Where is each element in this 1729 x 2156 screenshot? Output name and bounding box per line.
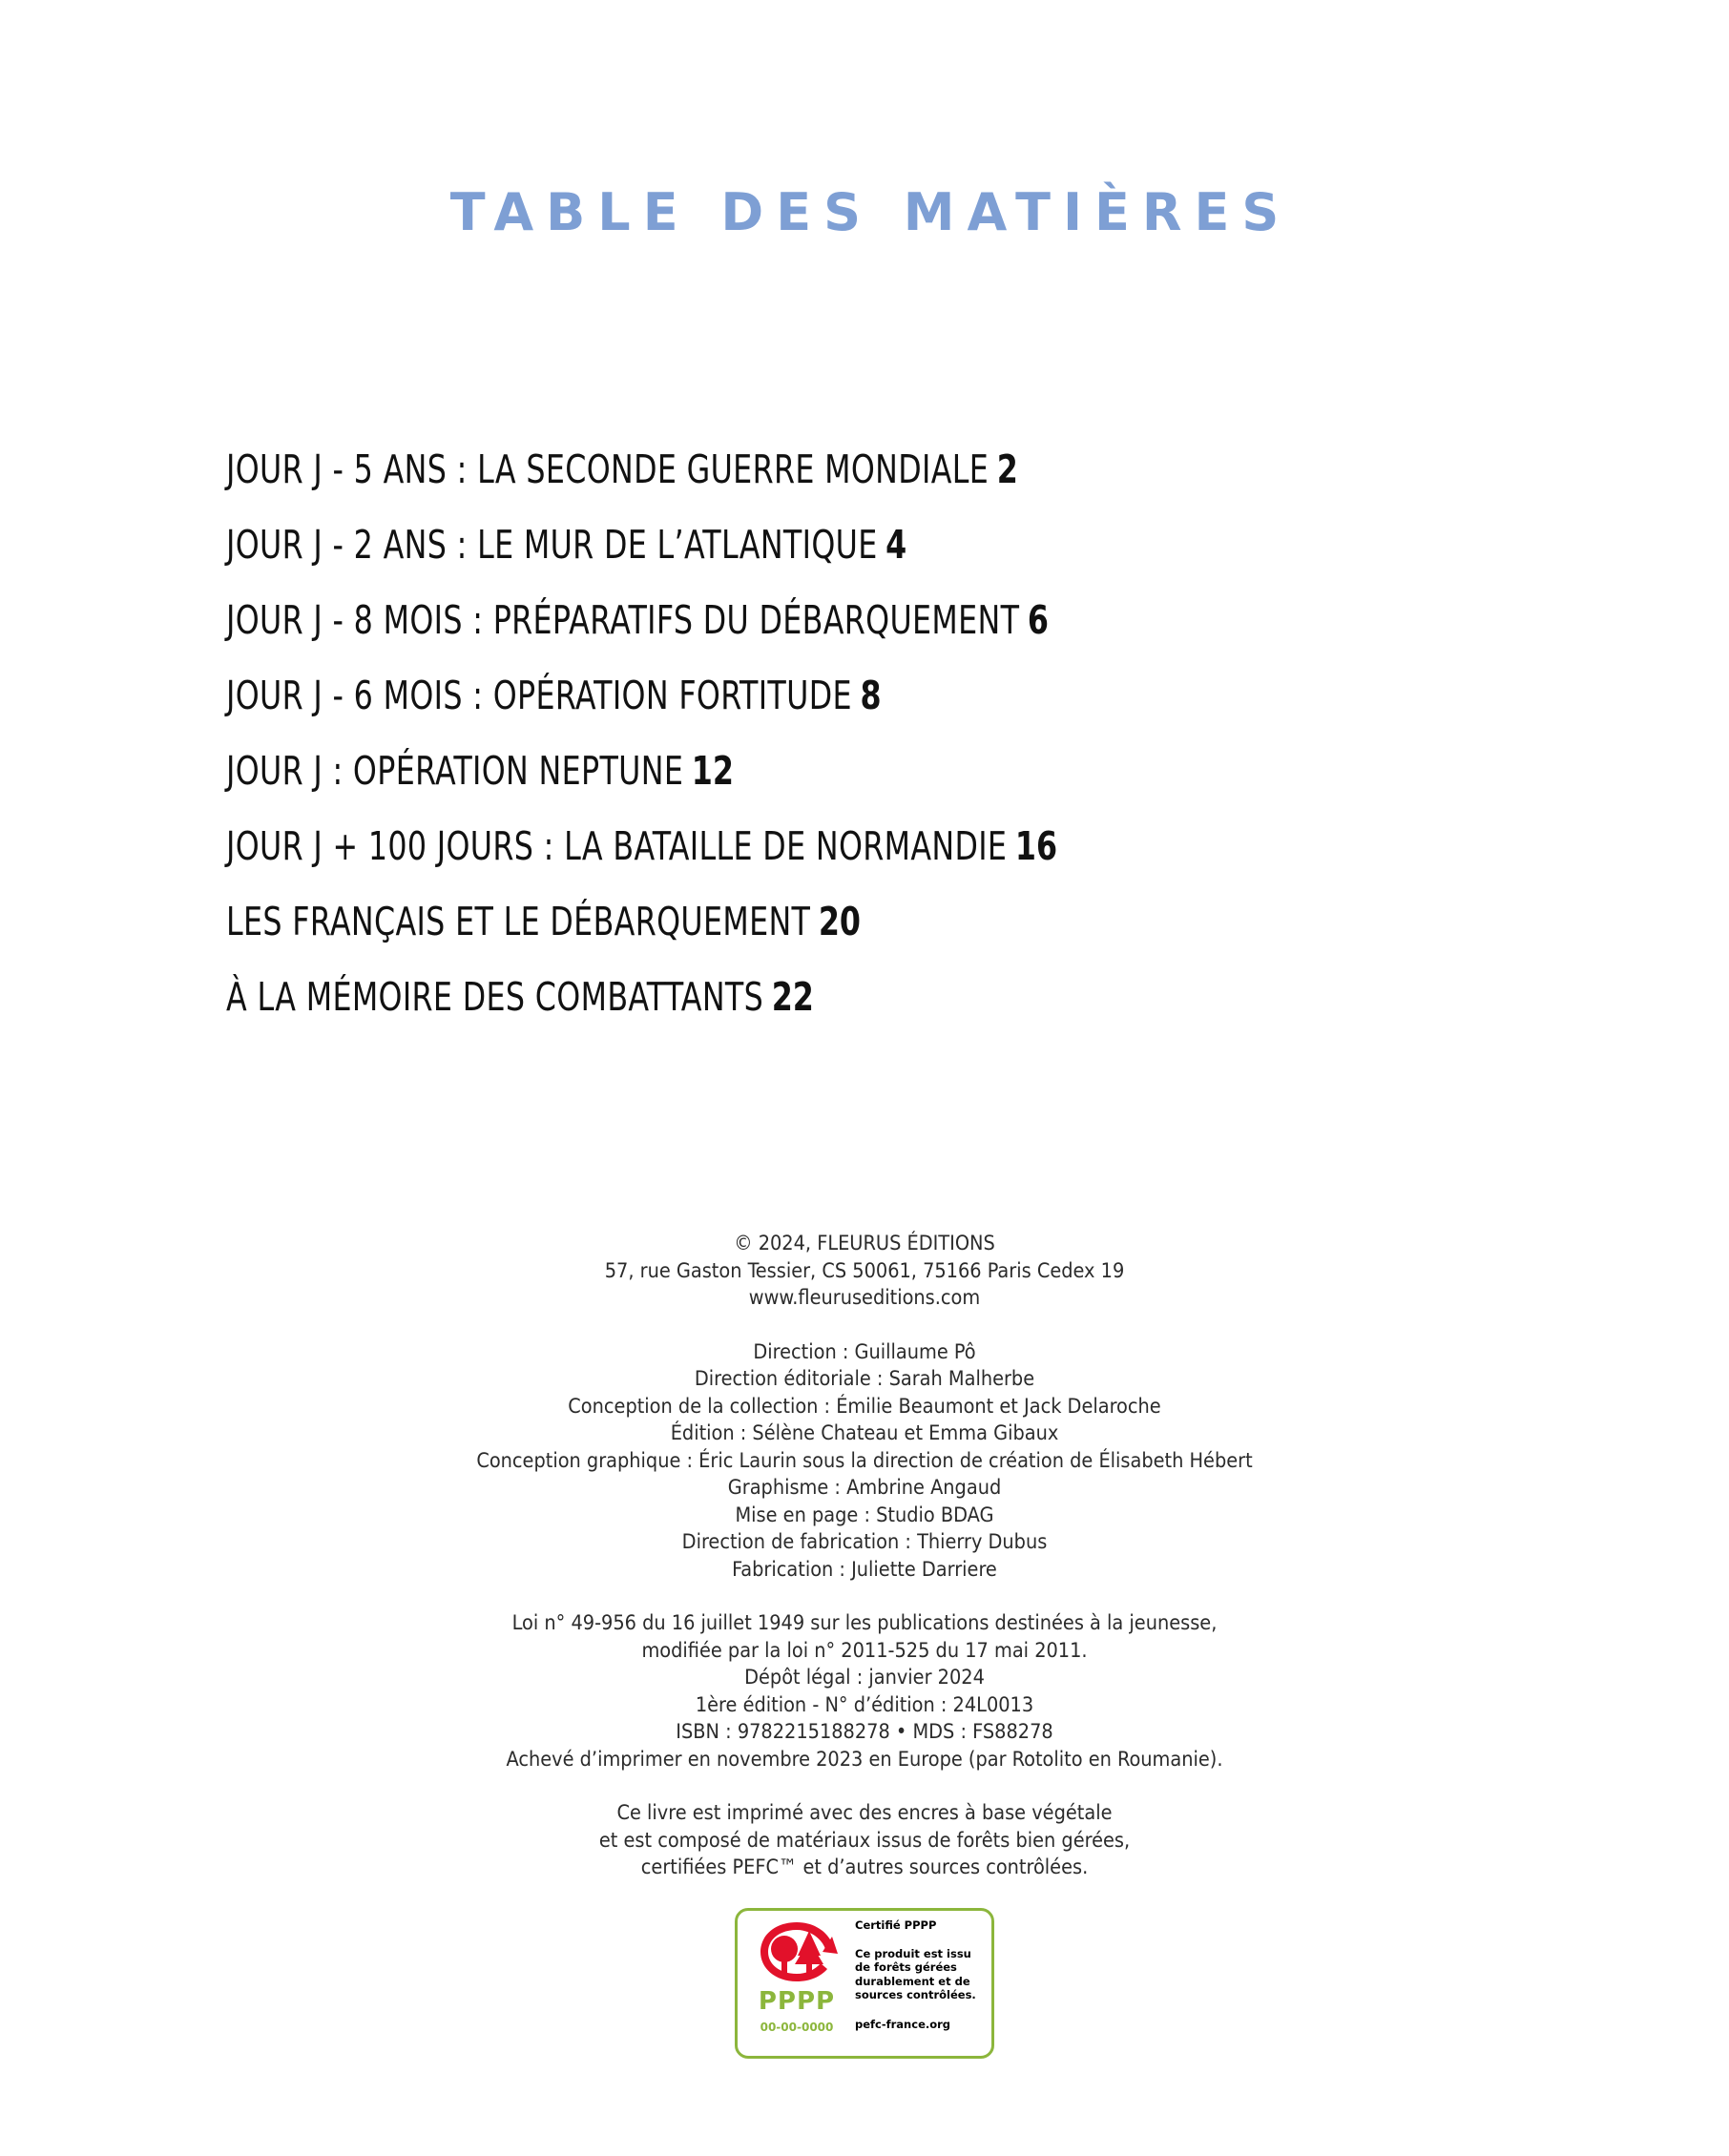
pefc-trees-icon <box>756 1918 838 1988</box>
toc-entry[interactable] <box>226 597 1375 643</box>
legal-line: modifiée par la loi n° 2011-525 du 17 mai 2011. <box>641 1638 1088 1663</box>
toc-entry-label: JOUR J - 5 ANS : LA SECONDE GUERRE MONDIALE <box>226 446 989 492</box>
toc-entry[interactable] <box>226 974 1375 1020</box>
toc-entry-label: LES FRANÇAIS ET LE DÉBARQUEMENT <box>226 899 811 944</box>
toc-entry-label: JOUR J : OPÉRATION NEPTUNE <box>226 748 684 794</box>
credits-block <box>0 1339 1729 1585</box>
credit-line: Mise en page : Studio BDAG <box>735 1503 994 1527</box>
pefc-body-line: durablement et de <box>855 1974 970 1988</box>
credit-line: Direction : Guillaume Pô <box>753 1339 976 1364</box>
toc-entry-label: JOUR J + 100 JOURS : LA BATAILLE DE NORMANDIE <box>226 823 1008 869</box>
publisher-website: www.fleuruseditions.com <box>748 1286 981 1310</box>
legal-line: Dépôt légal : janvier 2024 <box>744 1666 985 1690</box>
table-of-contents <box>226 446 1562 1053</box>
toc-entry-page: 8 <box>860 673 882 718</box>
legal-block <box>0 1610 1729 1773</box>
legal-line: 1ère édition - N° d’édition : 24L0013 <box>695 1692 1034 1717</box>
legal-line: Loi n° 49-956 du 16 juillet 1949 sur les publications destinées à la jeunesse, <box>511 1611 1218 1635</box>
toc-entry-label: JOUR J - 6 MOIS : OPÉRATION FORTITUDE <box>226 673 852 718</box>
eco-line: Ce livre est imprimé avec des encres à base végétale <box>616 1801 1113 1825</box>
toc-entry-page: 16 <box>1014 823 1058 869</box>
toc-entry-page: 6 <box>1027 597 1050 643</box>
credit-line: Graphisme : Ambrine Angaud <box>727 1476 1002 1500</box>
pefc-letters: PPPP <box>758 1987 836 2016</box>
pefc-url[interactable]: pefc-france.org <box>855 2017 951 2031</box>
toc-entry[interactable] <box>226 522 1375 568</box>
legal-line: Achevé d’imprimer en novembre 2023 en Europe (par Rotolito en Roumanie). <box>506 1747 1223 1772</box>
eco-line: certifiées PEFC™ et d’autres sources contrôlées. <box>640 1855 1089 1879</box>
pefc-label-wrap <box>0 1908 1729 2059</box>
pefc-heading: Certifié PPPP <box>855 1918 937 1932</box>
publisher-address: 57, rue Gaston Tessier, CS 50061, 75166 Paris Cedex 19 <box>604 1258 1125 1283</box>
toc-entry-label: À LA MÉMOIRE DES COMBATTANTS <box>226 974 764 1020</box>
pefc-certification-label <box>735 1908 994 2059</box>
eco-statement-block <box>0 1800 1729 1882</box>
credit-line: Direction de fabrication : Thierry Dubus <box>681 1530 1048 1554</box>
pefc-logo-column <box>747 1918 846 2050</box>
eco-line: et est composé de matériaux issus de forêts bien gérées, <box>598 1828 1131 1853</box>
toc-entry-label: JOUR J - 8 MOIS : PRÉPARATIFS DU DÉBARQUEMENT <box>226 597 1020 643</box>
pefc-code: 00-00-0000 <box>760 2021 834 2034</box>
toc-entry-page: 4 <box>885 522 907 568</box>
toc-entry[interactable] <box>226 823 1375 869</box>
pefc-body-line: Ce produit est issu <box>855 1946 971 1960</box>
credit-line: Fabrication : Juliette Darriere <box>732 1557 997 1582</box>
pefc-text-column <box>846 1918 984 2050</box>
toc-entry-page: 22 <box>771 974 814 1020</box>
pefc-body-line: de forêts gérées <box>855 1960 957 1975</box>
page-title: TABLE DES MATIÈRES <box>449 182 1292 242</box>
credit-line: Direction éditoriale : Sarah Malherbe <box>694 1367 1035 1391</box>
publisher-block <box>0 1231 1729 1313</box>
colophon <box>0 1231 1729 1882</box>
credit-line: Conception de la collection : Émilie Beaumont et Jack Delaroche <box>568 1394 1161 1419</box>
credit-line: Conception graphique : Éric Laurin sous la direction de création de Élisabeth Hébert <box>476 1448 1253 1473</box>
toc-entry-label: JOUR J - 2 ANS : LE MUR DE L’ATLANTIQUE <box>226 522 878 568</box>
toc-entry[interactable] <box>226 748 1375 794</box>
toc-entry-page: 2 <box>996 446 1018 492</box>
credit-line: Édition : Sélène Chateau et Emma Gibaux <box>670 1421 1059 1445</box>
toc-entry-page: 20 <box>818 899 861 944</box>
pefc-body-line: sources contrôlées. <box>855 1988 976 2002</box>
pefc-body <box>855 1947 984 2002</box>
toc-entry-page: 12 <box>691 748 734 794</box>
legal-line: ISBN : 9782215188278 • MDS : FS88278 <box>676 1720 1053 1744</box>
toc-entry[interactable] <box>226 446 1375 492</box>
toc-entry[interactable] <box>226 673 1375 718</box>
copyright-line: © 2024, FLEURUS ÉDITIONS <box>734 1232 995 1255</box>
toc-entry[interactable] <box>226 899 1375 944</box>
